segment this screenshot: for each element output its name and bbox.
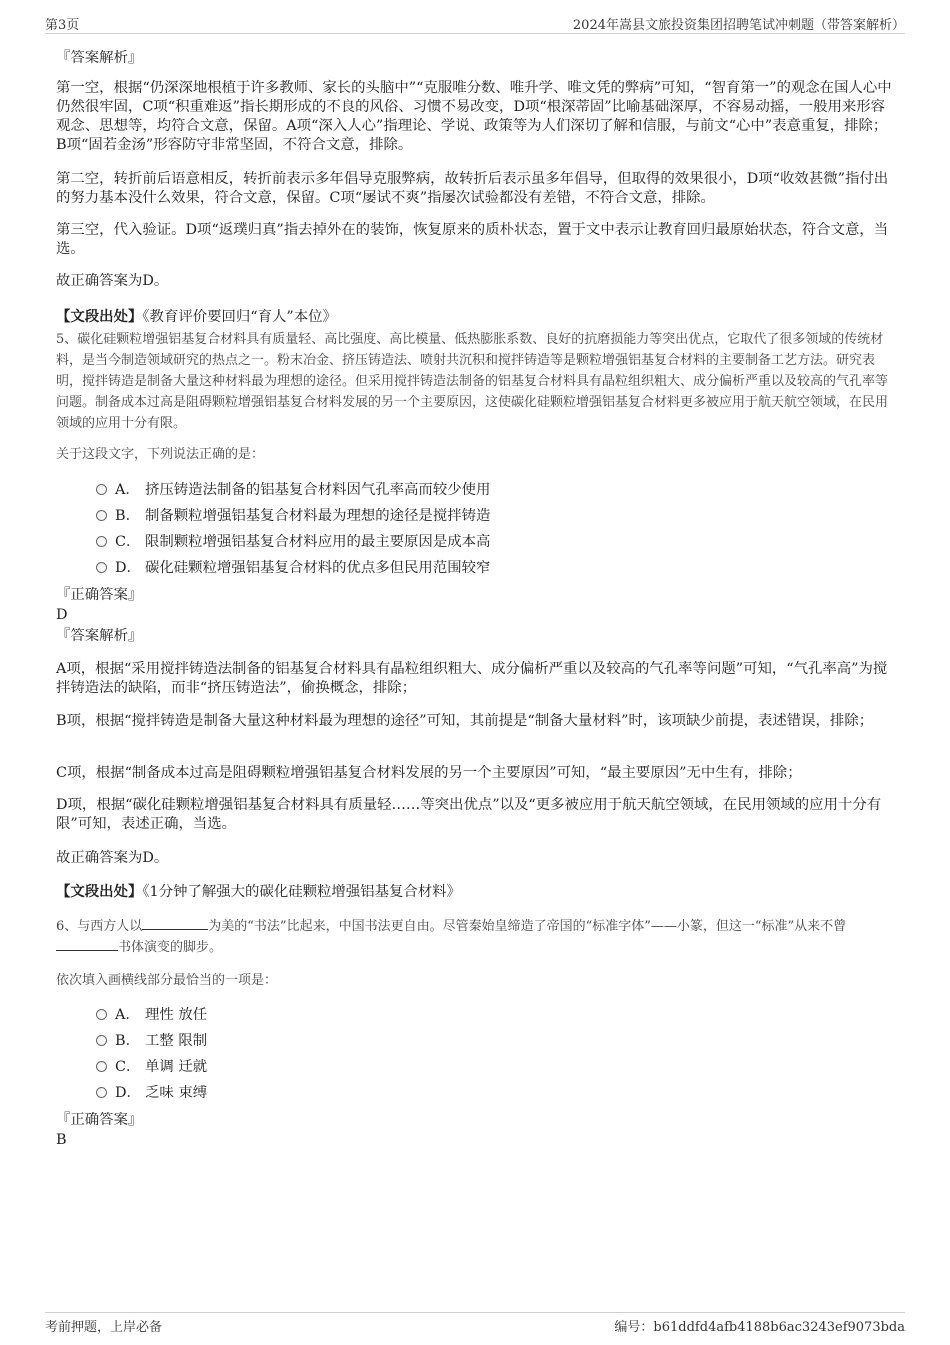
- page-footer: [45, 1312, 905, 1334]
- q4-source-label: 【文段出处】: [56, 308, 143, 325]
- q5-analysis-c: C项，根据“制备成本过高是阻碍颗粒增强铝基复合材料发展的另一个主要原因”可知，“最主要原因”无中生有，排除；: [56, 765, 802, 781]
- q5-analysis-a: A项，根据“采用搅拌铸造法制备的铝基复合材料具有晶粒组织粗大、成分偏析严重以及较高的气孔率等问题”可知，“气孔率高”为搅拌铸造法的缺陷，而非“挤压铸造法”，偷换概念，排除；: [56, 661, 888, 696]
- document-title: 2024年嵩县文旅投资集团招聘笔试冲刺题（带答案解析）: [572, 18, 905, 33]
- q4-analysis-label: 『答案解析』: [56, 50, 143, 66]
- q5-conclusion: 故正确答案为D。: [56, 850, 169, 866]
- radio-icon[interactable]: [96, 562, 107, 573]
- q6-option-b[interactable]: B． 工整 限制: [96, 1031, 207, 1051]
- fill-blank-2: [56, 937, 118, 951]
- q5-option-c[interactable]: C． 限制颗粒增强铝基复合材料应用的最主要原因是成本高: [96, 532, 490, 552]
- q5-analysis-label: 『答案解析』: [56, 628, 143, 644]
- radio-icon[interactable]: [96, 484, 107, 495]
- q5-answer-label: 『正确答案』: [56, 587, 143, 603]
- q5-question: 关于这段文字，下列说法正确的是：: [56, 447, 265, 462]
- q4-conclusion: 故正确答案为D。: [56, 273, 169, 289]
- q5-passage: 5、碳化硅颗粒增强铝基复合材料具有质量轻、高比强度、高比模量、低热膨胀系数、良好的抗磨损能力等突出优点，它取代了很多领域的传统材料，是当今制造领域研究的热点之一。粉末冶金、挤压铸造法、喷射共沉积和搅拌铸造等是颗粒增强铝基复合材料的主要制备工艺方法。研究表明，搅拌铸造是制备大量这种材料最为理想的途径。但采用搅拌铸造法制备的铝基复合材料具有晶粒组织粗大、成分偏析严重以及较高的气孔率等问题。制备成本过高是阻碍颗粒增强铝基复合材料发展的另一个主要原因，这使碳化硅颗粒增强铝基复合材料更多被应用于航天航空领域，在民用领域的应用十分有限。: [56, 332, 889, 431]
- fill-blank-1: [142, 916, 208, 930]
- q5-option-d[interactable]: D． 碳化硅颗粒增强铝基复合材料的优点多但民用范围较窄: [96, 558, 490, 578]
- q5-analysis-b: B项，根据“搅拌铸造是制备大量这种材料最为理想的途径”可知，其前提是“制备大量材料”时，该项缺少前提，表述错误，排除；: [56, 713, 874, 729]
- page-number: 第3页: [45, 18, 80, 33]
- q5-option-b[interactable]: B． 制备颗粒增强铝基复合材料最为理想的途径是搅拌铸造: [96, 506, 490, 526]
- q6-option-a[interactable]: A． 理性 放任: [96, 1005, 207, 1025]
- q5-option-a[interactable]: A． 挤压铸造法制备的铝基复合材料因气孔率高而较少使用: [96, 480, 490, 500]
- radio-icon[interactable]: [96, 1035, 107, 1046]
- q4-analysis-para3: 第三空，代入验证。D项“返璞归真”指去掉外在的装饰，恢复原来的质朴状态，置于文中表示让教育回归最原始状态，符合文意，当选。: [56, 222, 889, 257]
- q5-answer: D: [56, 607, 68, 623]
- q6-answer-label: 『正确答案』: [56, 1112, 143, 1128]
- radio-icon[interactable]: [96, 1087, 107, 1098]
- q4-analysis-para2: 第二空，转折前后语意相反，转折前表示多年倡导克服弊病，故转折后表示虽多年倡导，但取得的效果很小，D项“收效甚微”指付出的努力基本没什么效果，符合文意，保留。C项“屡试不爽”指屡次试验都没有差错，不符合文意，排除。: [56, 171, 889, 206]
- radio-icon[interactable]: [96, 510, 107, 521]
- q6-passage: 6、与西方人以 为美的“书法”比起来，中国书法更自由。尽管秦始皇缔造了帝国的“标准字体”——小篆，但这一“标准”从来不曾书体演变的脚步。: [56, 916, 896, 958]
- document-id: 编号：b61ddfd4afb4188b6ac3243ef9073bda: [614, 1320, 905, 1335]
- q4-source: [56, 307, 337, 327]
- q5-source-text: 《1分钟了解强大的碳化硅颗粒增强铝基复合材料》: [142, 884, 461, 900]
- radio-icon[interactable]: [96, 1061, 107, 1072]
- q5-analysis-d: D项，根据“碳化硅颗粒增强铝基复合材料具有质量轻……等突出优点”以及“更多被应用于航天航空领域，在民用领域的应用十分有限”可知，表述正确，当选。: [56, 797, 882, 832]
- q4-source-text: 《教育评价要回归“育人”本位》: [142, 309, 337, 325]
- radio-icon[interactable]: [96, 1009, 107, 1020]
- q6-question: 依次填入画横线部分最恰当的一项是：: [56, 973, 278, 988]
- q4-analysis-para1: 第一空，根据“仍深深地根植于许多教师、家长的头脑中”“克服唯分数、唯升学、唯文凭的弊病”可知，“智育第一”的观念在国人心中仍然很牢固，C项“积重难返”指长期形成的不良的风俗、习惯不易改变，D项“根深蒂固”比喻基础深厚，不容易动摇，一般用来形容观念、思想等，均符合文意，保留。A项“深入人心”指理论、学说、政策等为人们深切了解和信服，与前文“心中”表意重复，排除；B项“固若金汤”形容防守非常坚固，不符合文意，排除。: [56, 80, 892, 153]
- q6-answer: B: [56, 1132, 67, 1148]
- q5-source: [56, 882, 461, 902]
- q6-option-d[interactable]: D． 乏味 束缚: [96, 1083, 207, 1103]
- q5-source-label: 【文段出处】: [56, 883, 143, 900]
- page-header: [45, 12, 905, 34]
- radio-icon[interactable]: [96, 536, 107, 547]
- q6-option-c[interactable]: C． 单调 迁就: [96, 1057, 207, 1077]
- footer-slogan: 考前押题，上岸必备: [45, 1320, 163, 1335]
